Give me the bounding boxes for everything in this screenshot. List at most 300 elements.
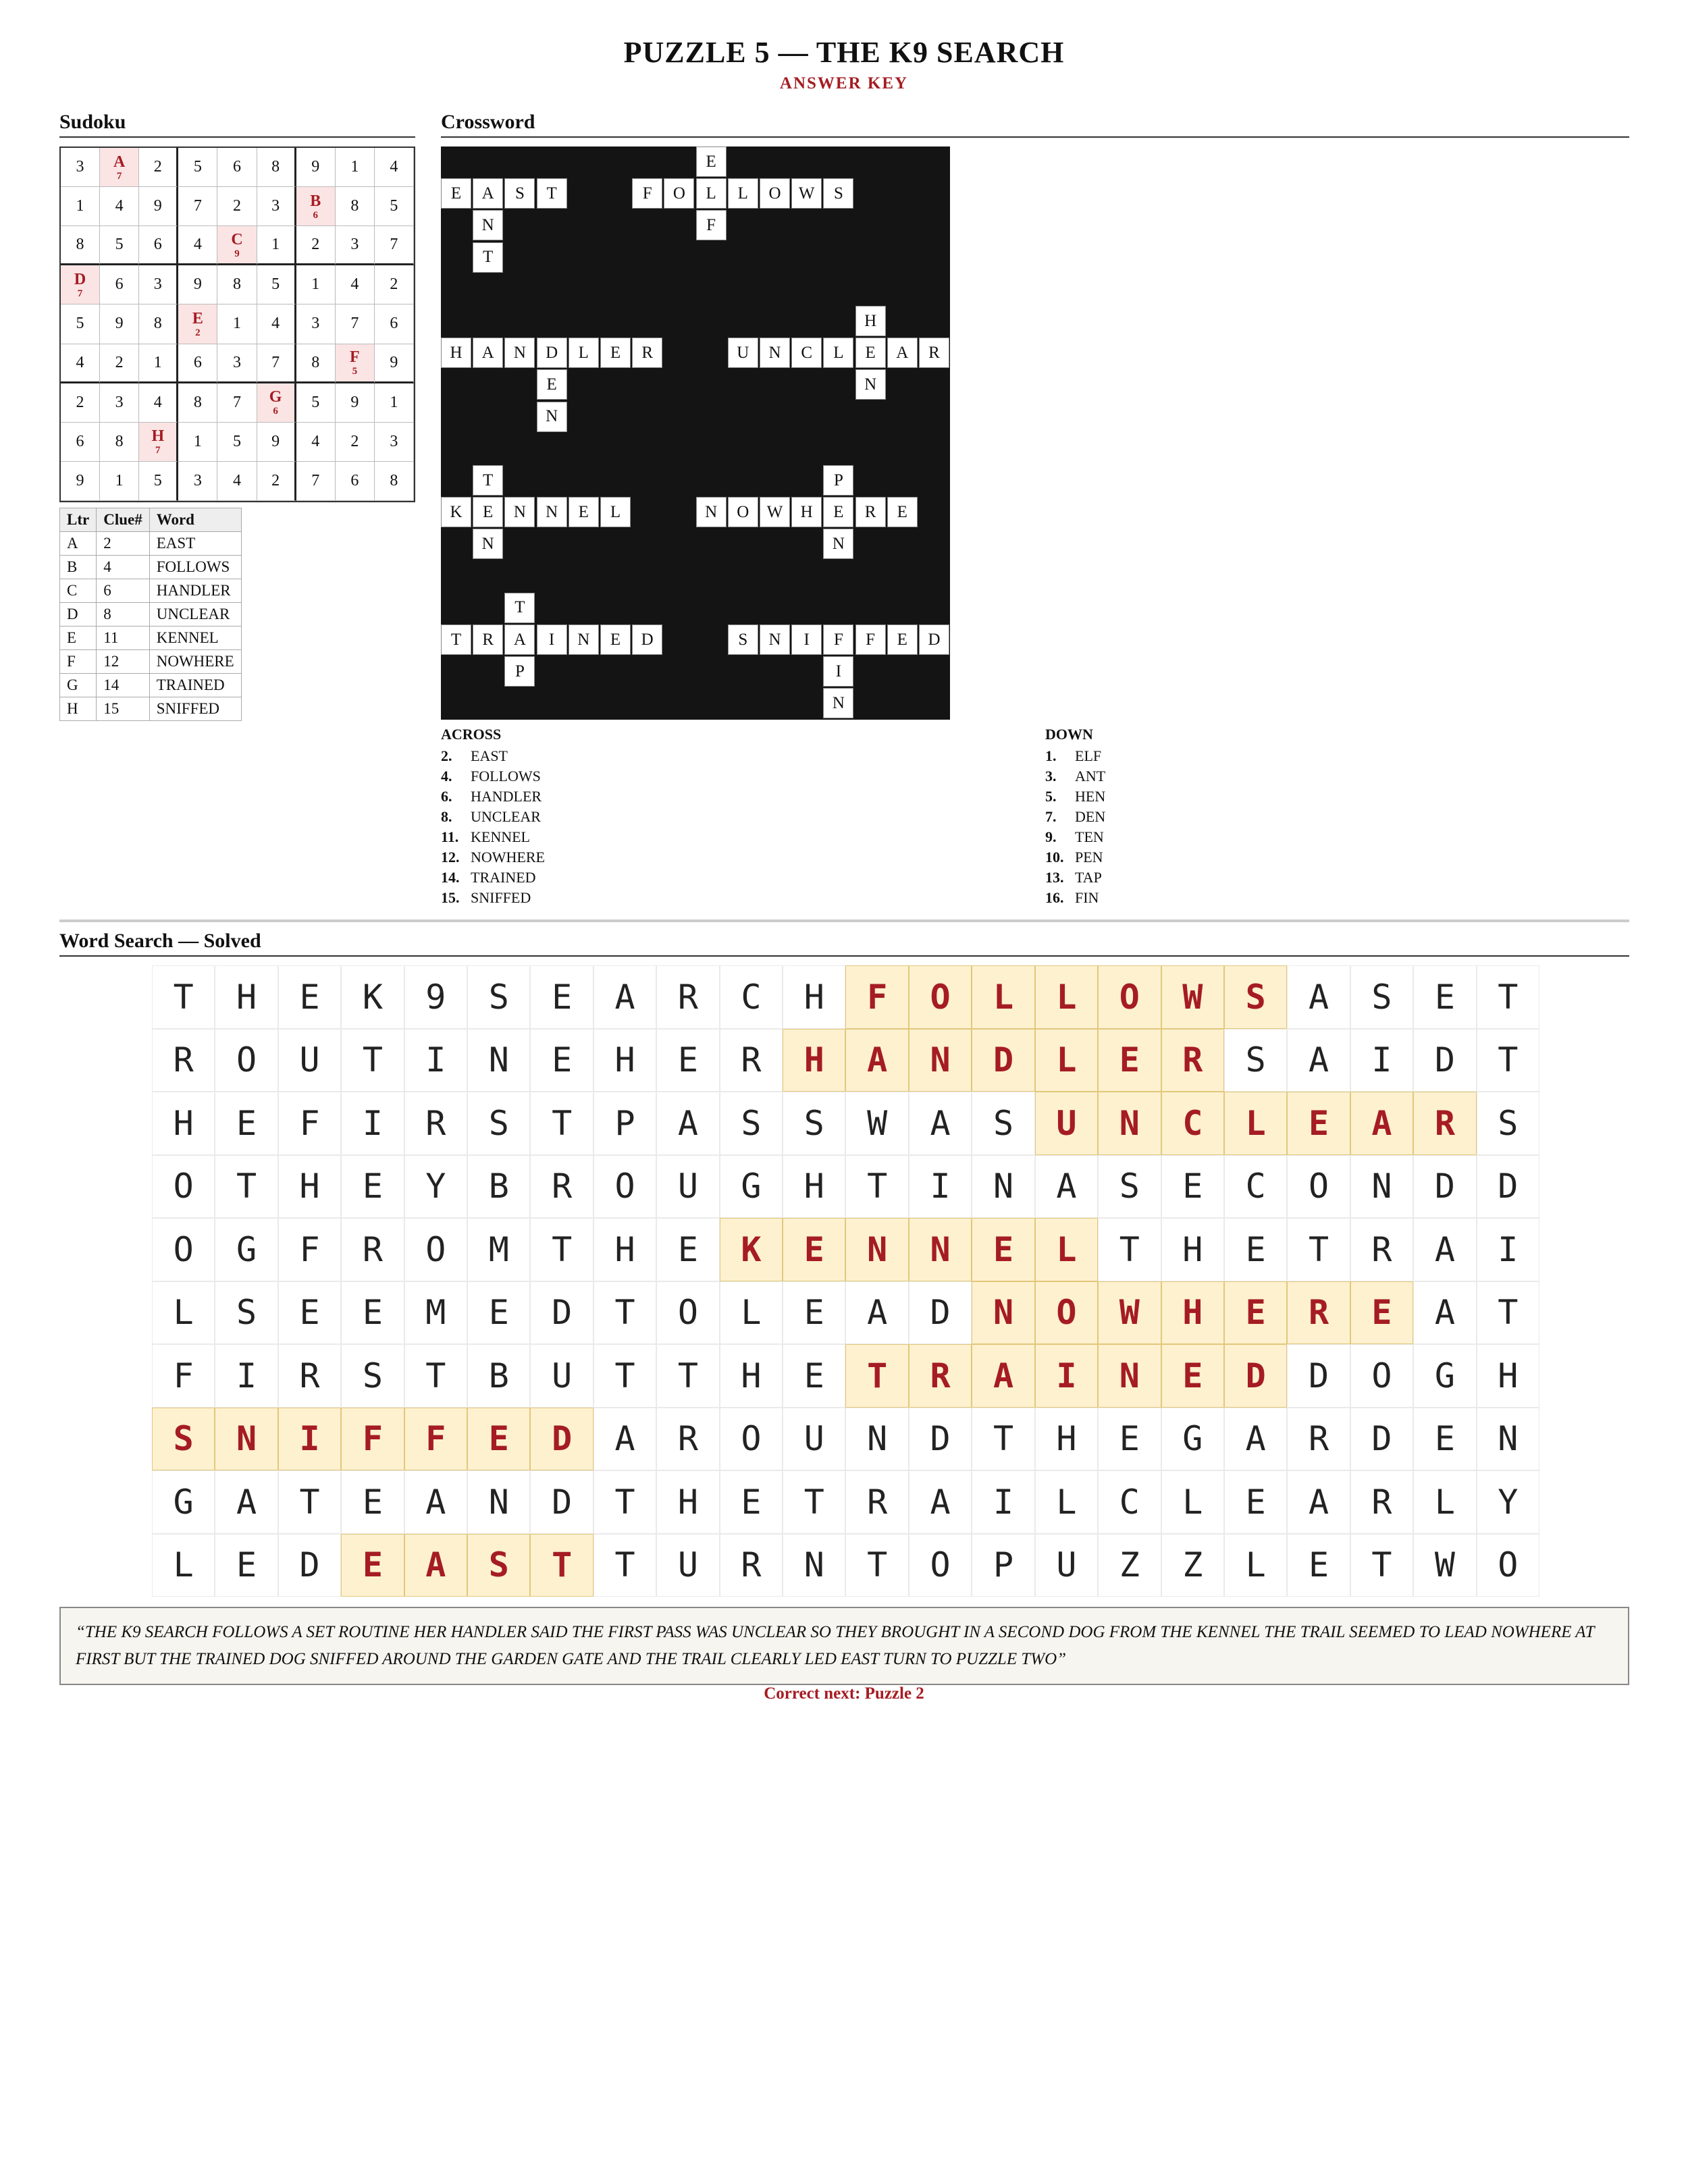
crossword-cell: D [537, 338, 567, 368]
word-search-cell: H [720, 1344, 783, 1408]
clue-answer: TRAINED [471, 869, 536, 886]
word-search-found-cell: E [1224, 1281, 1287, 1345]
crossword-cell: R [855, 497, 886, 527]
word-search-found-cell: N [909, 1218, 972, 1281]
word-search-found-cell: L [1224, 1092, 1287, 1155]
down-clue [1045, 868, 1105, 888]
word-search-cell: T [1098, 1218, 1161, 1281]
clue-number: 14. [441, 869, 460, 886]
letter-table-cell: G [60, 674, 97, 697]
word-search-cell: R [656, 1408, 719, 1471]
word-search-found-cell: N [972, 1281, 1034, 1345]
word-search-found-cell: W [1098, 1281, 1161, 1345]
clue-number: 12. [441, 849, 460, 865]
sudoku-cell: 3 [217, 344, 257, 383]
letter-table-cell: 15 [97, 697, 150, 721]
word-search-found-cell: A [972, 1344, 1034, 1408]
across-clue-list [441, 746, 545, 908]
crossword-cell: E [537, 369, 567, 400]
sudoku-cell: 2 [217, 187, 257, 226]
clue-number: 9. [1045, 828, 1057, 845]
word-search-found-cell: T [845, 1344, 908, 1408]
sudoku-cell: 5 [257, 265, 296, 304]
word-search-cell: A [656, 1092, 719, 1155]
sudoku-cell-value: 7 [116, 170, 122, 182]
crossword-cell: N [823, 529, 853, 559]
sudoku-cell: 8 [375, 462, 414, 501]
crossword-cell: E [823, 497, 853, 527]
word-search-cell: E [720, 1470, 783, 1534]
word-search-found-cell: C [1161, 1092, 1224, 1155]
word-search-cell: H [783, 1155, 845, 1219]
word-search-cell: E [215, 1092, 278, 1155]
word-search-cell: T [783, 1470, 845, 1534]
sudoku-cell: 2 [100, 344, 139, 383]
sudoku-cell-value: 2 [195, 327, 201, 338]
sudoku-cell: 4 [217, 462, 257, 501]
crossword-cell: L [696, 178, 727, 209]
word-search-cell: G [1161, 1408, 1224, 1471]
word-search-cell: S [467, 1092, 530, 1155]
word-search-cell: D [1287, 1344, 1350, 1408]
word-search-cell: H [656, 1470, 719, 1534]
word-search-cell: H [1477, 1344, 1539, 1408]
across-clue [441, 847, 545, 868]
sudoku-letter-cell [217, 226, 257, 265]
crossword-cell: T [473, 242, 503, 273]
sudoku-cell: 9 [61, 462, 100, 501]
clue-answer: ANT [1075, 768, 1106, 784]
word-search-cell: B [467, 1344, 530, 1408]
word-search-cell: H [1161, 1218, 1224, 1281]
sudoku-cell-value: 7 [77, 288, 83, 299]
sudoku-cell: 8 [61, 226, 100, 265]
clue-answer: KENNEL [471, 828, 530, 845]
word-search-cell: U [530, 1344, 593, 1408]
sudoku-cell: 7 [375, 226, 414, 265]
word-search-found-cell: E [1350, 1281, 1413, 1345]
word-search-found-cell: D [1224, 1344, 1287, 1408]
word-search-cell: O [1287, 1155, 1350, 1219]
word-search-cell: N [972, 1155, 1034, 1219]
sudoku-cell: 6 [336, 462, 375, 501]
crossword-cell: A [473, 338, 503, 368]
word-search-found-cell: L [1035, 1029, 1098, 1092]
down-clue [1045, 746, 1105, 766]
clue-answer: ELF [1075, 747, 1102, 764]
word-search-cell: T [278, 1470, 341, 1534]
word-search-cell: M [404, 1281, 467, 1345]
crossword-cell: E [600, 624, 631, 655]
clue-answer: EAST [471, 747, 508, 764]
word-search-cell: F [278, 1218, 341, 1281]
word-search-cell: N [1477, 1408, 1539, 1471]
word-search-cell: O [215, 1029, 278, 1092]
word-search-cell: I [909, 1155, 972, 1219]
crossword-cell: W [791, 178, 822, 209]
word-search-found-cell: E [972, 1218, 1034, 1281]
letter-table-column-header: Word [149, 508, 241, 532]
word-search-found-cell: O [1035, 1281, 1098, 1345]
crossword-cell: I [823, 656, 853, 687]
word-search-cell: 9 [404, 965, 467, 1029]
letter-table-cell: UNCLEAR [149, 603, 241, 627]
clue-number: 10. [1045, 849, 1064, 865]
word-search-cell: T [404, 1344, 467, 1408]
crossword-cell: A [473, 178, 503, 209]
word-search-cell: T [1477, 1029, 1539, 1092]
crossword-cell: S [504, 178, 535, 209]
letter-table-cell: 4 [97, 556, 150, 579]
crossword-cell: F [823, 624, 853, 655]
word-search-cell: I [972, 1470, 1034, 1534]
letter-table-cell: HANDLER [149, 579, 241, 603]
word-search-cell: O [656, 1281, 719, 1345]
sudoku-cell: 8 [336, 187, 375, 226]
word-search-cell: H [152, 1092, 215, 1155]
clue-answer: TEN [1075, 828, 1104, 845]
letter-table-row [60, 603, 242, 627]
word-search-cell: T [845, 1534, 908, 1597]
word-search-cell: C [1098, 1470, 1161, 1534]
sudoku-cell: 8 [296, 344, 336, 383]
word-search-cell: P [972, 1534, 1034, 1597]
word-search-cell: E [1413, 965, 1476, 1029]
across-clue [441, 746, 545, 766]
word-search-found-cell: F [404, 1408, 467, 1471]
word-search-cell: O [909, 1534, 972, 1597]
word-search-heading: Word Search — Solved [59, 930, 1629, 957]
letter-table-cell: EAST [149, 532, 241, 556]
letter-table-row [60, 627, 242, 650]
across-clue [441, 868, 545, 888]
word-search-cell: T [1287, 1218, 1350, 1281]
sudoku-cell: 7 [178, 187, 217, 226]
crossword-cell: F [696, 210, 727, 240]
crossword-cell: E [855, 338, 886, 368]
sudoku-cell: 4 [257, 304, 296, 344]
sudoku-letter-cell [257, 383, 296, 423]
word-search-cell: A [845, 1281, 908, 1345]
word-search-cell: O [152, 1218, 215, 1281]
word-search-found-cell: E [341, 1534, 404, 1597]
clue-number: 2. [441, 747, 452, 764]
sudoku-cell: 3 [61, 148, 100, 187]
across-clue [441, 827, 545, 847]
word-search-cell: L [1224, 1534, 1287, 1597]
sudoku-cell: 5 [100, 226, 139, 265]
word-search-found-cell: R [1161, 1029, 1224, 1092]
letter-table-cell: SNIFFED [149, 697, 241, 721]
sudoku-cell: 8 [217, 265, 257, 304]
word-search-cell: L [152, 1281, 215, 1345]
sudoku-cell: 8 [257, 148, 296, 187]
word-search-cell: G [1413, 1344, 1476, 1408]
crossword-cell: R [919, 338, 949, 368]
clue-number: 15. [441, 889, 460, 906]
word-search-found-cell: E [1161, 1344, 1224, 1408]
word-search-found-cell: F [845, 965, 908, 1029]
clue-answer: HANDLER [471, 788, 542, 805]
clue-answer: FOLLOWS [471, 768, 541, 784]
down-clue [1045, 888, 1105, 908]
word-search-cell: S [720, 1092, 783, 1155]
crossword-cell: N [537, 402, 567, 432]
word-search-cell: A [1035, 1155, 1098, 1219]
word-search-found-cell: N [909, 1029, 972, 1092]
sudoku-cell: 4 [61, 344, 100, 383]
word-search-cell: R [1350, 1218, 1413, 1281]
sudoku-cell: 5 [139, 462, 178, 501]
word-search-cell: R [278, 1344, 341, 1408]
letter-table-column-header: Clue# [97, 508, 150, 532]
letter-table-cell: 12 [97, 650, 150, 674]
crossword-cell: N [823, 688, 853, 718]
clue-answer: PEN [1075, 849, 1103, 865]
letter-table-body [60, 532, 242, 721]
word-search-cell: K [341, 965, 404, 1029]
word-search-found-cell: O [909, 965, 972, 1029]
word-search-cell: E [341, 1470, 404, 1534]
sudoku-cell: 6 [139, 226, 178, 265]
crossword-cell: T [441, 624, 471, 655]
sudoku-cell: 8 [100, 423, 139, 462]
letter-table-row [60, 697, 242, 721]
crossword-cell: E [887, 497, 918, 527]
sudoku-cell: 9 [375, 344, 414, 383]
sudoku-letter-cell [336, 344, 375, 383]
word-search-cell: D [1477, 1155, 1539, 1219]
word-search-cell: O [1350, 1344, 1413, 1408]
word-search-found-cell: F [341, 1408, 404, 1471]
word-search-found-cell: D [972, 1029, 1034, 1092]
word-search-cell: H [278, 1155, 341, 1219]
word-search-cell: R [341, 1218, 404, 1281]
word-search-cell: Y [404, 1155, 467, 1219]
word-search-cell: D [530, 1281, 593, 1345]
word-search-cell: A [1287, 1029, 1350, 1092]
letter-table-cell: 2 [97, 532, 150, 556]
crossword-cell: F [632, 178, 662, 209]
word-search-cell: W [1413, 1534, 1476, 1597]
word-search-cell: E [783, 1344, 845, 1408]
word-search-found-cell: A [404, 1534, 467, 1597]
word-search-cell: A [909, 1470, 972, 1534]
crossword-cell: E [441, 178, 471, 209]
sudoku-cell: 8 [139, 304, 178, 344]
word-search-cell: D [1413, 1029, 1476, 1092]
crossword-cell: W [760, 497, 790, 527]
word-search-cell: T [530, 1218, 593, 1281]
sudoku-cell: 3 [139, 265, 178, 304]
crossword-cell: N [569, 624, 599, 655]
letter-clue-table [59, 508, 242, 721]
sudoku-cell: 1 [257, 226, 296, 265]
word-search-cell: O [152, 1155, 215, 1219]
word-search-cell: A [215, 1470, 278, 1534]
down-clue [1045, 766, 1105, 787]
sudoku-heading: Sudoku [59, 111, 415, 138]
across-clue [441, 787, 545, 807]
word-search-cell: I [404, 1029, 467, 1092]
word-search-cell: R [720, 1029, 783, 1092]
down-clue [1045, 827, 1105, 847]
crossword-grid [441, 147, 950, 720]
letter-table-cell: 6 [97, 579, 150, 603]
crossword-cell: N [504, 497, 535, 527]
word-search-cell: T [972, 1408, 1034, 1471]
word-search-cell: F [278, 1092, 341, 1155]
sudoku-cell: 4 [336, 265, 375, 304]
clue-answer: UNCLEAR [471, 808, 541, 825]
correct-next-label: Correct next: Puzzle 2 [764, 1684, 924, 1703]
word-search-found-cell: A [845, 1029, 908, 1092]
crossword-cell: O [664, 178, 694, 209]
sudoku-cell: 5 [375, 187, 414, 226]
crossword-cell: D [632, 624, 662, 655]
sudoku-cell-value: 6 [313, 209, 318, 221]
word-search-cell: T [215, 1155, 278, 1219]
sudoku-cell: 7 [257, 344, 296, 383]
sudoku-letter-cell [178, 304, 217, 344]
word-search-cell: N [783, 1534, 845, 1597]
word-search-found-cell: L [1035, 1218, 1098, 1281]
word-search-cell: N [467, 1029, 530, 1092]
crossword-cell: H [791, 497, 822, 527]
page-subtitle: ANSWER KEY [779, 74, 909, 92]
word-search-cell: H [594, 1029, 656, 1092]
word-search-cell: O [404, 1218, 467, 1281]
word-search-cell: D [530, 1470, 593, 1534]
down-clue [1045, 807, 1105, 827]
word-search-cell: T [594, 1534, 656, 1597]
sudoku-cell: 5 [178, 148, 217, 187]
word-search-found-cell: E [783, 1218, 845, 1281]
sudoku-cell: 6 [61, 423, 100, 462]
crossword-cell: T [537, 178, 567, 209]
crossword-heading: Crossword [441, 111, 1629, 138]
word-search-cell: E [1098, 1408, 1161, 1471]
word-search-cell: T [152, 965, 215, 1029]
word-search-cell: R [720, 1534, 783, 1597]
word-search-found-cell: E [1287, 1092, 1350, 1155]
word-search-cell: P [594, 1092, 656, 1155]
word-search-found-cell: E [1098, 1029, 1161, 1092]
word-search-cell: D [278, 1534, 341, 1597]
crossword-cell: R [473, 624, 503, 655]
sudoku-cell: 2 [61, 383, 100, 423]
letter-table-row [60, 532, 242, 556]
sudoku-cell-value: 7 [155, 445, 161, 456]
word-search-cell: Y [1477, 1470, 1539, 1534]
crossword-cell: T [504, 593, 535, 623]
clue-answer: FIN [1075, 889, 1099, 906]
word-search-cell: Z [1161, 1534, 1224, 1597]
word-search-cell: S [1350, 965, 1413, 1029]
word-search-grid [152, 965, 1539, 1597]
clue-number: 1. [1045, 747, 1057, 764]
letter-table-cell: F [60, 650, 97, 674]
crossword-cell: N [696, 497, 727, 527]
word-search-cell: B [467, 1155, 530, 1219]
sudoku-cell: 1 [100, 462, 139, 501]
word-search-cell: G [215, 1218, 278, 1281]
down-clue-list [1045, 746, 1105, 908]
sudoku-cell-letter: G [269, 388, 282, 406]
word-search-cell: A [404, 1470, 467, 1534]
word-search-cell: R [656, 965, 719, 1029]
letter-table-column-header: Ltr [60, 508, 97, 532]
across-clue [441, 807, 545, 827]
clue-number: 11. [441, 828, 459, 845]
sudoku-cell-letter: C [231, 230, 243, 248]
sudoku-cell-letter: F [349, 348, 360, 367]
word-search-cell: S [341, 1344, 404, 1408]
word-search-cell: L [720, 1281, 783, 1345]
crossword-cell: H [855, 306, 886, 336]
clue-number: 16. [1045, 889, 1064, 906]
crossword-cell: N [760, 624, 790, 655]
sudoku-cell: 9 [336, 383, 375, 423]
crossword-cell: I [791, 624, 822, 655]
clue-answer: DEN [1075, 808, 1106, 825]
sudoku-cell: 4 [375, 148, 414, 187]
crossword-cell: E [600, 338, 631, 368]
word-search-cell: U [278, 1029, 341, 1092]
crossword-cell: N [504, 338, 535, 368]
word-search-found-cell: U [1035, 1092, 1098, 1155]
clue-answer: TAP [1075, 869, 1102, 886]
letter-table-cell: A [60, 532, 97, 556]
word-search-cell: D [909, 1408, 972, 1471]
word-search-cell: H [215, 965, 278, 1029]
word-search-found-cell: L [972, 965, 1034, 1029]
letter-table-cell: D [60, 603, 97, 627]
word-search-cell: O [594, 1155, 656, 1219]
word-search-cell: C [1224, 1155, 1287, 1219]
word-search-cell: I [1477, 1218, 1539, 1281]
sudoku-cell-value: 5 [352, 366, 358, 377]
sudoku-cell: 1 [139, 344, 178, 383]
section-divider [59, 920, 1629, 922]
word-search-cell: H [783, 965, 845, 1029]
word-search-cell: E [530, 1029, 593, 1092]
word-search-found-cell: R [1287, 1281, 1350, 1345]
word-search-found-cell: S [152, 1408, 215, 1471]
sudoku-letter-cell [296, 187, 336, 226]
crossword-cell: S [823, 178, 853, 209]
word-search-cell: L [1413, 1470, 1476, 1534]
crossword-cell: N [473, 210, 503, 240]
word-search-cell: O [720, 1408, 783, 1471]
sudoku-cell: 1 [336, 148, 375, 187]
word-search-cell: T [656, 1344, 719, 1408]
crossword-cell: R [632, 338, 662, 368]
sudoku-cell: 4 [100, 187, 139, 226]
letter-table-row [60, 556, 242, 579]
word-search-cell: T [594, 1281, 656, 1345]
word-search-cell: R [530, 1155, 593, 1219]
word-search-cell: H [594, 1218, 656, 1281]
word-search-cell: T [1477, 1281, 1539, 1345]
sudoku-grid [59, 147, 415, 502]
clue-answer: SNIFFED [471, 889, 531, 906]
word-search-cell: N [1350, 1155, 1413, 1219]
sudoku-cell: 9 [100, 304, 139, 344]
decoded-quote: “THE K9 SEARCH FOLLOWS A SET ROUTINE HER HANDLER SAID THE FIRST PASS WAS UNCLEAR SO THEY BROUGHT IN A SECOND DOG FROM THE KENNEL THE TRAIL SEEMED TO LEAD NOWHERE AT FIRST BUT THE TRAINED DOG SNIFFED AROUND THE GARDEN GATE AND THE TRAIL CLEARLY LED EAST TURN TO PUZZLE TWO” [59, 1607, 1629, 1685]
word-search-cell: W [845, 1092, 908, 1155]
sudoku-cell: 8 [178, 383, 217, 423]
